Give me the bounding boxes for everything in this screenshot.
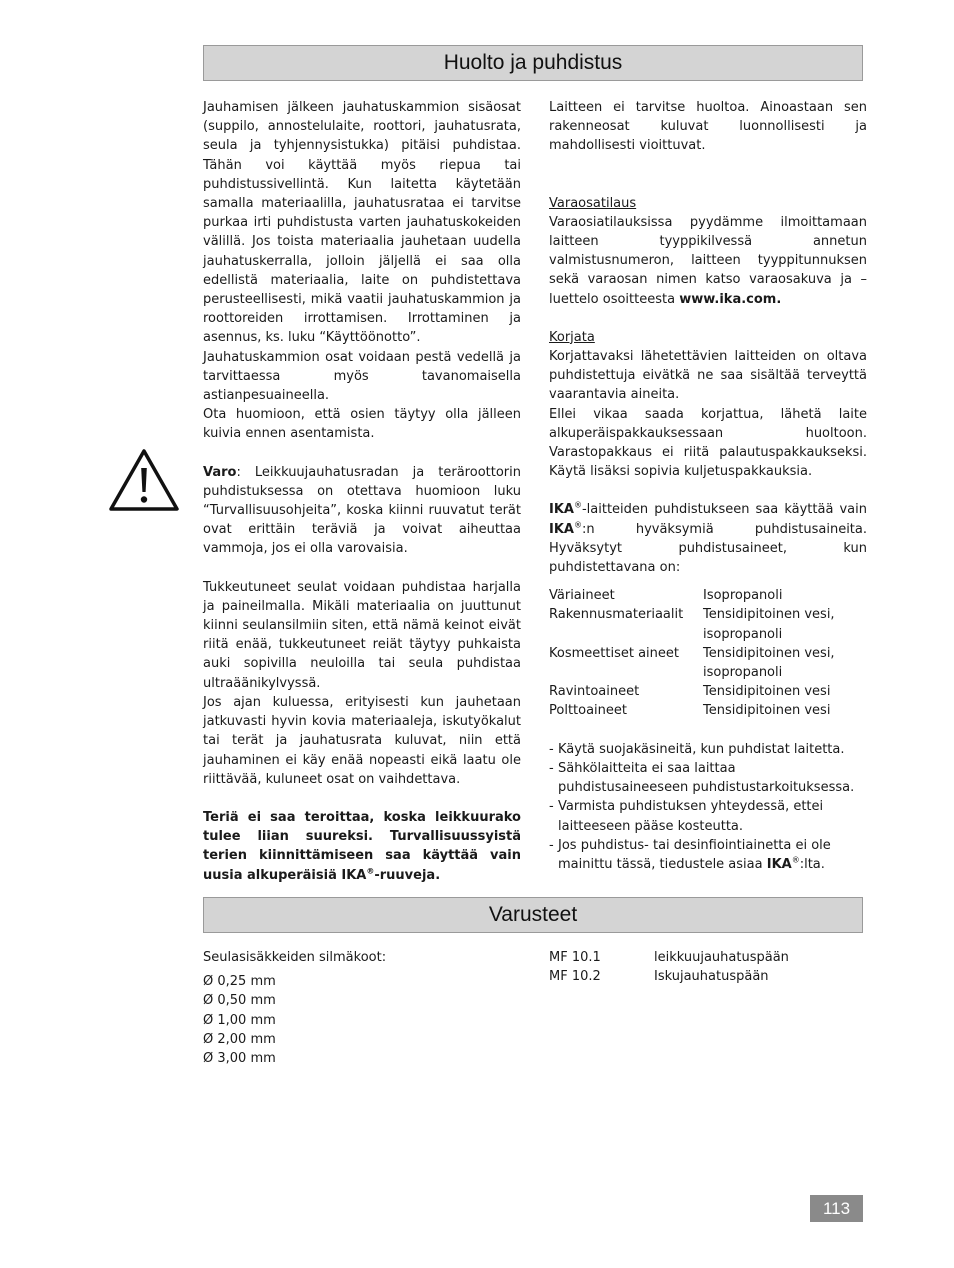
table-row: Ravintoaineet Tensidipitoinen vesi bbox=[549, 684, 831, 700]
list-item: - Sähkölaitteita ei saa laittaa puhdistusaineeseen puhdistustarkoituksessa. bbox=[549, 759, 867, 797]
warning-label: Varo bbox=[203, 464, 237, 480]
cleaning-paragraph: Jauhamisen jälkeen jauhatuskammion sisäosat (suppilo, annostelulaite, roottori, jauhatusrata, seula ja tyhjennysistukka) pitäisi puhdistaa. Tähän voi käyttää myös riepua tai puhdistussivellintä. Kun laitetta käytetään samalla materiaalilla, jauhatusrataa ei tarvitse purkaa irti puhdistusta varten jauhatuskokeiden välillä. Jos toista materiaalia jauhetaan uudella jauhatuskerralla, jolloin jäljellä ei saa olla edellistä materiaalia, laite on puhdistettava perusteellisesti, mikä vaatii jauhatuskammion ja roottoreiden irrottamisen. Irrottaminen ja asennus, ks. luku “Käyttöönotto”. bbox=[203, 100, 521, 346]
list-item: Ø 1,00 mm bbox=[203, 1012, 276, 1028]
list-item: - Käytä suojakäsineitä, kun puhdistat laitetta. bbox=[549, 740, 867, 759]
list-item: MF 10.1 leikkuujauhatuspään bbox=[549, 950, 789, 965]
table-row: Rakennusmateriaalit Tensidipitoinen vesi, isopropanoli bbox=[549, 607, 835, 642]
sieve-sizes-block bbox=[203, 948, 521, 1068]
right-column bbox=[549, 98, 867, 874]
list-item: - Jos puhdistus- tai desinfiointiainetta ei ole mainittu tässä, tiedustele asiaa IKA®:lta. bbox=[549, 836, 867, 874]
drying-paragraph: Ota huomioon, että osien täytyy olla jälleen kuivia ennen asentamista. bbox=[203, 407, 521, 442]
list-item: - Varmista puhdistuksen yhteydessä, ettei laitteeseen pääse kosteutta. bbox=[549, 797, 867, 835]
wear-paragraph: Jos ajan kuluessa, erityisesti kun jauhetaan jatkuvasti hyvin kovia materiaaleja, iskutyökalut tai terät ja jauhatusrata kuluvat, niin että jauhaminen ei käy enää nopeasti eikä laatu ole riittävää, kuluneet osat on vaihdettava. bbox=[203, 694, 521, 787]
sieve-cleaning-paragraph: Tukkeutuneet seulat voidaan puhdistaa harjalla ja paineilmalla. Mikäli materiaalia on juuttunut kiinni seulansilmiin siten, että nämä keinot eivät riitä enää, tukkeutuneet reiät täytyy puhkaista auki sopivilla neuloilla tai seula puhdistaa ultraäänikylvyssä. bbox=[203, 579, 521, 691]
list-item: Ø 0,50 mm bbox=[203, 993, 276, 1009]
repair-heading: Korjata bbox=[549, 329, 595, 345]
list-item: Ø 0,25 mm bbox=[203, 974, 276, 990]
safety-notes-list bbox=[549, 740, 867, 874]
approved-agents-paragraph: IKA®-laitteiden puhdistukseen saa käyttää vain IKA®:n hyväksymiä puhdistusaineita. Hyväksytyt puhdistusaineet, kun puhdistettavana on: bbox=[549, 501, 867, 576]
section-title-accessories: Varusteet bbox=[203, 897, 863, 933]
accessory-list bbox=[549, 948, 867, 986]
table-row: Väriaineet Isopropanoli bbox=[549, 588, 783, 604]
warning-text: : Leikkuujauhatusradan ja teräroottorin puhdistuksessa on otettava huomioon luku “Turvallisuusohjeita”, koska kiinni ruuvatut terät ovat erittäin teräviä ja voivat aiheuttaa vammoja, jos ei olla varovaisia. bbox=[203, 464, 521, 557]
warning-triangle-icon bbox=[108, 448, 180, 512]
washing-paragraph: Jauhatuskammion osat voidaan pestä vedellä ja tarvittaessa myös tavanomaisella astianpesuaineella. bbox=[203, 349, 521, 404]
list-item: Ø 3,00 mm bbox=[203, 1051, 276, 1067]
sieve-sizes-heading: Seulasisäkkeiden silmäkoot: bbox=[203, 950, 387, 965]
page-number: 113 bbox=[810, 1195, 863, 1222]
blade-note: Teriä ei saa teroittaa, koska leikkuurako tulee liian suureksi. Turvallisuussyistä terien kiinnittämiseen saa käyttää vain uusia alkuperäisiä IKA®-ruuveja. bbox=[203, 809, 521, 883]
repair-paragraph-1: Korjattavaksi lähetettävien laitteiden on oltava puhdistettuja eivätkä ne saa sisältää terveyttä vaarantavia aineita. bbox=[549, 349, 867, 403]
warning-paragraph bbox=[203, 463, 521, 559]
list-item: Ø 2,00 mm bbox=[203, 1031, 276, 1047]
table-row: Kosmeettiset aineet Tensidipitoinen vesi, isopropanoli bbox=[549, 645, 835, 681]
spare-parts-paragraph: Varaosiatilauksissa pyydämme ilmoittamaan laitteen tyyppikilvessä annetun valmistusnumeron, laitteen tyyppitunnuksen sekä varaosan nimen katso varaosakuva ja –luettelo osoitteesta www.ika.com. bbox=[549, 214, 867, 307]
section-title-maintenance: Huolto ja puhdistus bbox=[203, 45, 863, 81]
website-link[interactable]: www.ika.com. bbox=[679, 291, 782, 307]
table-row: Polttoaineet Tensidipitoinen vesi bbox=[549, 703, 831, 719]
repair-paragraph-2: Ellei vikaa saada korjattua, lähetä laite alkuperäispakkauksessaan huoltoon. Varastopakkaus ei riitä palautuspakkaukseksi. Käytä lisäksi sopivia kuljetuspakkauksia. bbox=[549, 406, 867, 480]
maintenance-paragraph: Laitteen ei tarvitse huoltoa. Ainoastaan sen rakenneosat kuluvat luonnollisesti ja mahdollisesti vioittuvat. bbox=[549, 100, 867, 154]
spare-parts-heading: Varaosatilaus bbox=[549, 195, 637, 211]
list-item: MF 10.2 Iskujauhatuspään bbox=[549, 969, 769, 985]
cleaning-agents-table bbox=[549, 586, 867, 720]
left-column bbox=[203, 98, 521, 885]
